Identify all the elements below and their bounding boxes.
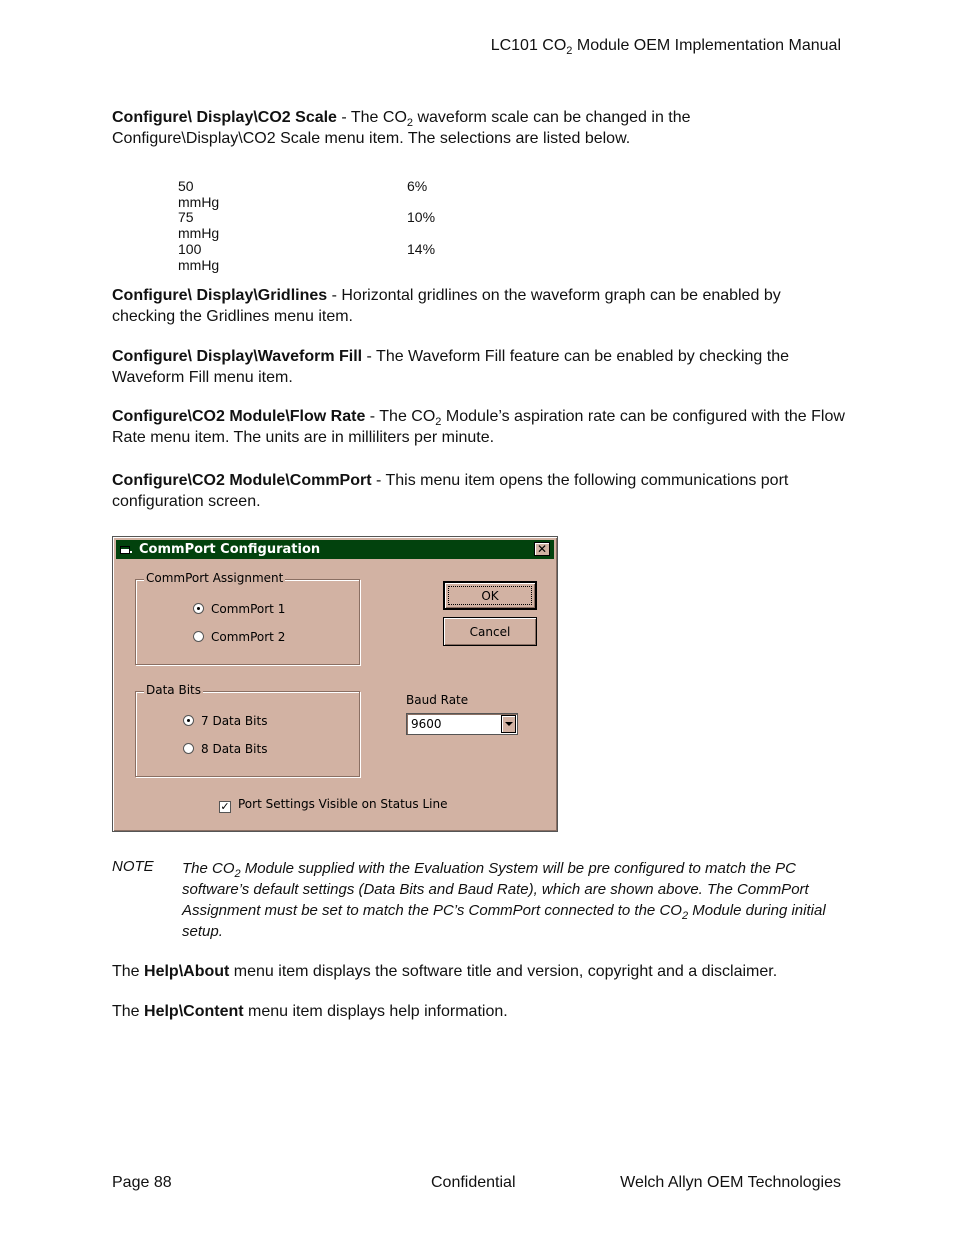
cancel-button[interactable] — [443, 617, 537, 646]
baud-rate-select[interactable] — [406, 713, 518, 735]
scale-percent: 14% — [407, 241, 436, 257]
scale-percent: 10% — [407, 209, 436, 225]
radio-7-data-bits[interactable] — [183, 714, 267, 728]
help-about-paragraph — [112, 961, 847, 982]
page-header — [491, 37, 841, 55]
section-text-pre: - The CO — [365, 408, 436, 425]
baud-rate-value: 9600 — [411, 717, 442, 731]
section-text: - The Waveform Fill feature can be enabled by checking the Waveform Fill menu item. — [112, 348, 789, 386]
radio-8-data-bits[interactable] — [183, 742, 267, 756]
header-title-post: Module OEM Implementation Manual — [572, 37, 841, 54]
note-sub: 2 — [234, 868, 241, 880]
section-flow-rate — [112, 406, 847, 448]
dialog-title: CommPort Configuration — [139, 542, 321, 557]
para-pre: The — [112, 1003, 145, 1020]
scale-mmhg: 75 mmHg — [178, 209, 220, 241]
scale-mmhg: 100 mmHg — [178, 241, 220, 273]
section-gridlines — [112, 285, 847, 327]
radio-selected-icon[interactable] — [183, 715, 194, 726]
footer-confidential: Confidential — [431, 1174, 516, 1191]
chevron-down-icon[interactable] — [501, 715, 516, 733]
note-sub: 2 — [681, 910, 689, 922]
radio-label: CommPort 1 — [211, 602, 286, 616]
radio-commport-2[interactable] — [193, 630, 285, 644]
scale-percent: 6% — [407, 178, 428, 194]
header-title-pre: LC101 CO — [490, 37, 567, 54]
data-bits-group — [135, 683, 360, 777]
section-text: - Horizontal gridlines on the waveform graph can be enabled by checking the Gridlines menu item. — [112, 287, 781, 325]
close-icon: ✕ — [536, 542, 548, 556]
section-heading: Configure\CO2 Module\Flow Rate — [112, 408, 366, 425]
para-pre: The — [112, 963, 145, 980]
note-label: NOTE — [112, 858, 154, 875]
para-post: menu item displays help information. — [243, 1003, 508, 1020]
port-settings-visible-checkbox[interactable] — [219, 797, 447, 813]
scale-mmhg: 50 mmHg — [178, 178, 220, 210]
section-text-post: Module’s aspiration rate can be configured with the Flow Rate menu item. The units are in milliliters per minute. — [112, 408, 845, 446]
commport-assignment-group — [135, 571, 360, 665]
section-commport — [112, 470, 847, 512]
radio-label: 7 Data Bits — [201, 714, 268, 728]
section-text-pre: - The CO — [336, 109, 407, 126]
radio-label: 8 Data Bits — [201, 742, 268, 756]
checkbox-label: Port Settings Visible on Status Line — [238, 797, 448, 811]
dialog-titlebar[interactable] — [116, 540, 554, 559]
footer-page-number: Page 88 — [112, 1174, 172, 1191]
checkbox-checked-icon[interactable] — [219, 801, 231, 813]
section-text-post: waveform scale can be changed in the Configure\Display\CO2 Scale menu item. The selections are listed below. — [112, 109, 691, 147]
baud-rate-label: Baud Rate — [406, 693, 469, 707]
section-heading: Configure\ Display\Waveform Fill — [112, 348, 363, 365]
cancel-label: Cancel — [469, 625, 511, 639]
check-mark-icon: ✓ — [220, 800, 230, 813]
help-content-paragraph — [112, 1001, 847, 1022]
window-icon[interactable] — [120, 544, 133, 555]
radio-label: CommPort 2 — [211, 630, 286, 644]
group-legend: CommPort Assignment — [146, 571, 284, 585]
note-text — [182, 858, 842, 942]
header-title-sub: 2 — [566, 45, 573, 57]
ok-label: OK — [481, 589, 499, 603]
section-waveform-fill — [112, 346, 847, 388]
commport-dialog — [112, 536, 558, 832]
close-button[interactable] — [534, 542, 550, 556]
section-text: - This menu item opens the following communications port configuration screen. — [112, 472, 789, 510]
group-legend: Data Bits — [146, 683, 201, 697]
ok-button[interactable] — [443, 581, 537, 610]
note-text-part: Module during initial setup. — [182, 902, 826, 940]
section-co2-scale — [112, 107, 847, 149]
section-heading: Configure\ Display\CO2 Scale — [112, 109, 337, 126]
section-heading: Configure\CO2 Module\CommPort — [112, 472, 372, 489]
section-text-sub: 2 — [406, 117, 414, 129]
note-text-part: Module supplied with the Evaluation System will be pre configured to match the PC software’s default settings (Data Bits and Baud Rate), which are shown above. The CommPort Assignment must be set to match the PC’s CommPort connected to the CO — [182, 860, 809, 919]
section-text-sub: 2 — [435, 416, 442, 428]
para-post: menu item displays the software title and version, copyright and a disclaimer. — [229, 963, 778, 980]
menu-path: Help\Content — [144, 1003, 244, 1020]
radio-unselected-icon[interactable] — [193, 631, 204, 642]
radio-selected-icon[interactable] — [193, 603, 204, 614]
footer-company: Welch Allyn OEM Technologies — [620, 1174, 841, 1191]
menu-path: Help\About — [144, 963, 230, 980]
section-heading: Configure\ Display\Gridlines — [112, 287, 328, 304]
radio-unselected-icon[interactable] — [183, 743, 194, 754]
note-text-part: The CO — [182, 860, 235, 877]
radio-commport-1[interactable] — [193, 602, 285, 616]
